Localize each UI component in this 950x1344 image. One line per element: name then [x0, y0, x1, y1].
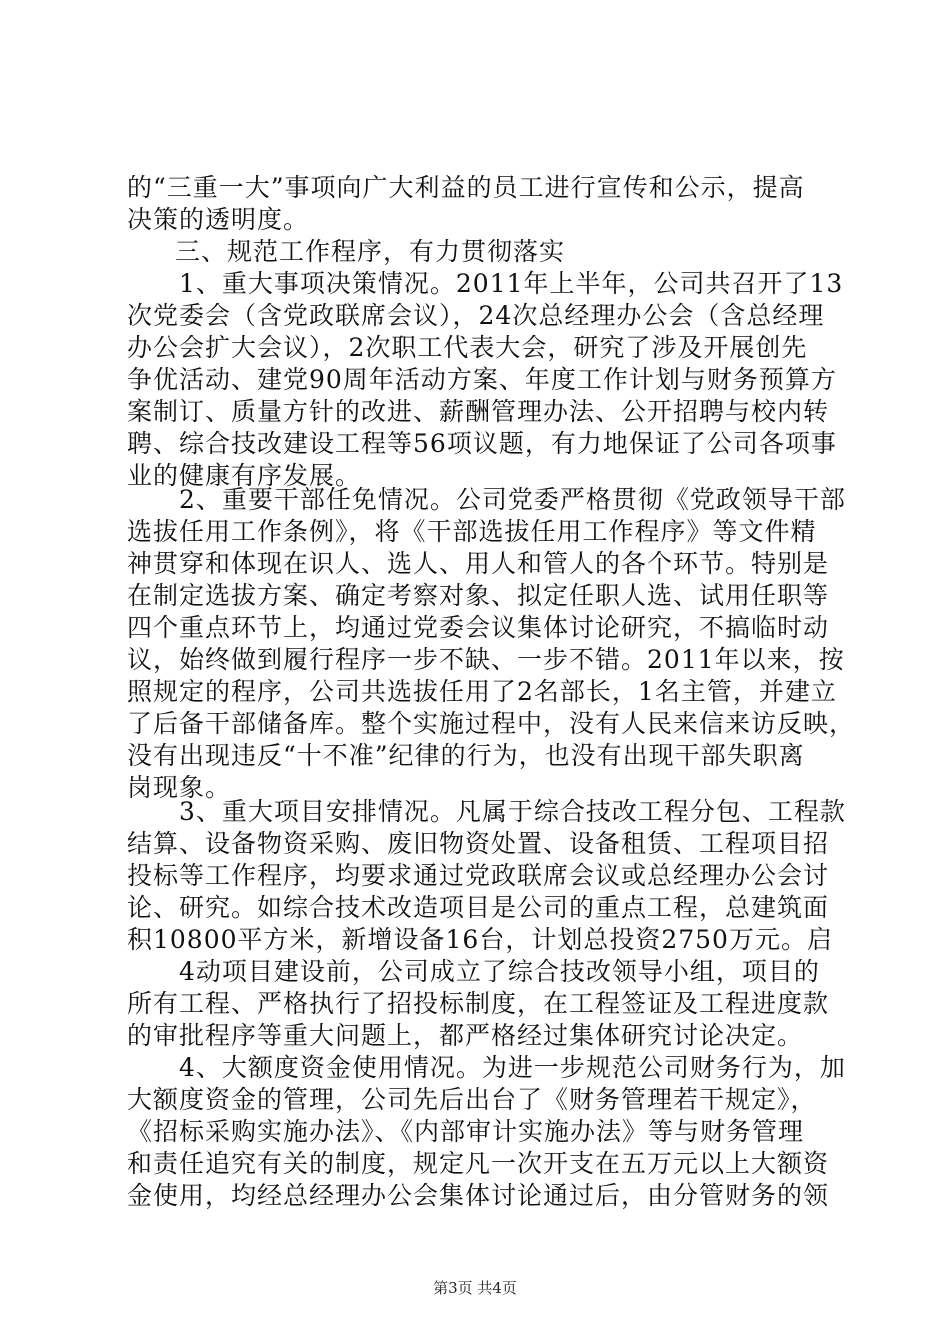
text-line: 案制订、质量方针的改进、薪酬管理办法、公开招聘与校内转: [127, 397, 830, 426]
text-line: 了后备干部储备库。整个实施过程中，没有人民来信来访反映，: [127, 709, 856, 738]
text-line: 论、研究。如综合技术改造项目是公司的重点工程，总建筑面: [127, 893, 830, 922]
text-line: 3、重大项目安排情况。凡属于综合技改工程分包、工程款: [179, 797, 846, 826]
text-line: 积10800平方米，新增设备16台，计划总投资2750万元。启: [127, 925, 833, 954]
text-line: 业的健康有序发展。: [127, 461, 362, 490]
text-line: 岗现象。: [127, 773, 232, 802]
text-line: 在制定选拔方案、确定考察对象、拟定任职人选、试用任职等: [127, 581, 830, 610]
text-line: 4、大额度资金使用情况。为进一步规范公司财务行为，加: [179, 1053, 846, 1082]
text-line: 的审批程序等重大问题上，都严格经过集体研究讨论决定。: [127, 1021, 804, 1050]
text-line: 和责任追究有关的制度，规定凡一次开支在五万元以上大额资: [127, 1149, 830, 1178]
text-line: 所有工程、严格执行了招投标制度，在工程签证及工程进度款: [127, 989, 830, 1018]
text-line: 大额度资金的管理，公司先后出台了《财务管理若干规定》，: [127, 1085, 817, 1114]
section-heading: 三、规范工作程序，有力贯彻落实: [175, 237, 566, 266]
text-line: 结算、设备物资采购、废旧物资处置、设备租赁、工程项目招: [127, 829, 830, 858]
text-line: 的“三重一大”事项向广大利益的员工进行宣传和公示，提高: [127, 173, 805, 202]
text-line: 次党委会（含党政联席会议），24次总经理办公会（含总经理: [127, 301, 825, 330]
text-line: 4动项目建设前，公司成立了综合技改领导小组，项目的: [179, 957, 820, 986]
text-line: 照规定的程序，公司共选拔任用了2名部长，1名主管，并建立: [127, 677, 837, 706]
text-line: 议，始终做到履行程序一步不缺、一步不错。2011年以来，按: [127, 645, 845, 674]
text-line: 1、重大事项决策情况。2011年上半年，公司共召开了13: [179, 269, 844, 298]
page-footer: 第3页 共4页: [433, 1279, 517, 1297]
text-line: 2、重要干部任免情况。公司党委严格贯彻《党政领导干部: [179, 485, 846, 514]
text-line: 决策的透明度。: [127, 205, 310, 234]
text-line: 神贯穿和体现在识人、选人、用人和管人的各个环节。特别是: [127, 549, 830, 578]
text-line: 没有出现违反“十不准”纪律的行为，也没有出现干部失职离: [127, 741, 805, 770]
text-line: 金使用，均经总经理办公会集体讨论通过后，由分管财务的领: [127, 1181, 830, 1210]
text-line: 四个重点环节上，均通过党委会议集体讨论研究，不搞临时动: [127, 613, 830, 642]
text-line: 聘、综合技改建设工程等56项议题，有力地保证了公司各项事: [127, 429, 837, 458]
text-line: 《招标采购实施办法》、《内部审计实施办法》等与财务管理: [127, 1117, 805, 1146]
text-line: 投标等工作程序，均要求通过党政联席会议或总经理办公会讨: [127, 861, 830, 890]
text-line: 争优活动、建党90周年活动方案、年度工作计划与财务预算方: [127, 365, 837, 394]
text-line: 办公会扩大会议），2次职工代表大会，研究了涉及开展创先: [127, 333, 808, 362]
text-line: 选拔任用工作条例》，将《干部选拔任用工作程序》等文件精: [127, 517, 817, 546]
